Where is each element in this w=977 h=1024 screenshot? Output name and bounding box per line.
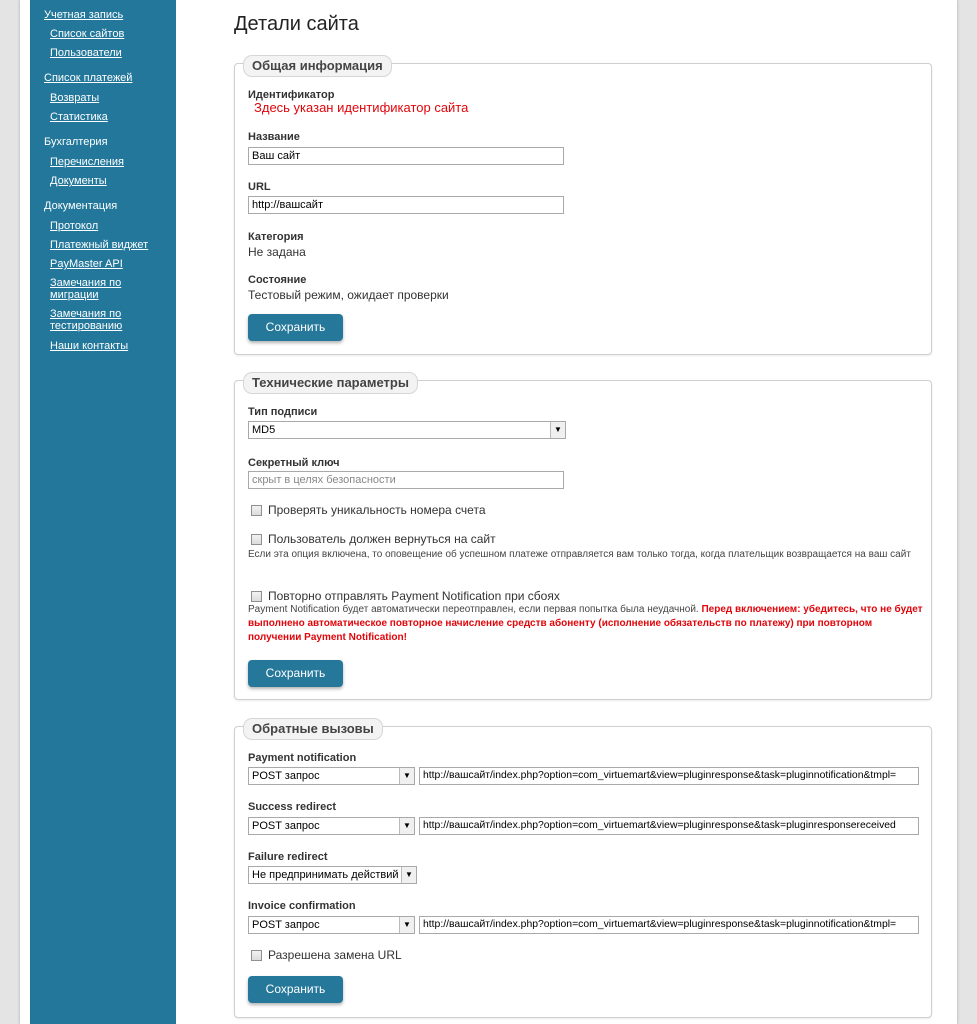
sidebar-group-docs: Документация: [44, 200, 118, 212]
sidebar: [30, 0, 176, 1024]
must-return-checkbox[interactable]: [251, 534, 262, 545]
state-value: Тестовый режим, ожидает проверки: [248, 288, 449, 302]
failure-label: Failure redirect: [248, 851, 328, 863]
sidebar-item-testing[interactable]: Замечания по тестированию: [50, 308, 123, 332]
sidebar-item-widget[interactable]: Платежный виджет: [50, 239, 149, 251]
sidebar-item-migration[interactable]: Замечания по миграции: [50, 277, 122, 301]
page: [20, 0, 957, 1024]
sidebar-payments-link[interactable]: Список платежей: [44, 72, 133, 84]
resend-warning: Перед включением: убедитесь, что не будет выполнено автоматическое повторное начисление средств абоненту (исполнение обязательств по платежу) при повторном получении Payment Notification!: [248, 604, 923, 643]
chevron-down-icon: ▼: [550, 422, 565, 438]
technical-panel: [234, 375, 932, 700]
failure-method-select[interactable]: [248, 866, 417, 884]
success-label: Success redirect: [248, 801, 337, 813]
chevron-down-icon: ▼: [399, 917, 414, 933]
sidebar-item-api[interactable]: PayMaster API: [50, 258, 123, 270]
allow-replace-label: Разрешена замена URL: [268, 948, 402, 962]
sign-type-select[interactable]: [248, 421, 566, 439]
id-value: Здесь указан идентификатор сайта: [254, 100, 469, 115]
sidebar-item-refunds[interactable]: Возвраты: [50, 92, 100, 104]
sign-type-label: Тип подписи: [248, 406, 318, 418]
invoice-method-value: POST запрос: [252, 919, 320, 931]
success-url-field[interactable]: http://вашсайт/index.php?option=com_virtuemart&view=pluginresponse&task=pluginresponsereceived: [419, 817, 919, 835]
sidebar-group-accounting: Бухгалтерия: [44, 136, 108, 148]
sidebar-item-contacts[interactable]: Наши контакты: [50, 340, 129, 352]
sidebar-account-link[interactable]: Учетная запись: [44, 9, 124, 21]
secret-key-label: Секретный ключ: [248, 457, 340, 469]
category-value: Не задана: [248, 245, 306, 259]
invoice-url-field[interactable]: http://вашсайт/index.php?option=com_virtuemart&view=pluginresponse&task=pluginnotification&tmpl=: [419, 916, 919, 934]
chevron-down-icon: ▼: [401, 867, 416, 883]
state-label: Состояние: [248, 274, 307, 286]
general-info-panel: [234, 58, 932, 355]
resend-note: [248, 603, 928, 645]
resend-note-text: Payment Notification будет автоматически переотправлен, если первая попытка была неудачной.: [248, 604, 699, 615]
check-unique-label: Проверять уникальность номера счета: [268, 503, 486, 517]
callbacks-legend: Обратные вызовы: [243, 718, 383, 740]
sidebar-item-protocol[interactable]: Протокол: [50, 220, 99, 232]
sidebar-item-sites[interactable]: Список сайтов: [50, 28, 125, 40]
callbacks-panel: [234, 721, 932, 1018]
name-field[interactable]: Ваш сайт: [248, 147, 564, 165]
notification-method-value: POST запрос: [252, 770, 320, 782]
check-unique-checkbox[interactable]: [251, 505, 262, 516]
must-return-note: Если эта опция включена, то оповещение об успешном платеже отправляется вам только тогда, когда плательщик возвращается на ваш сайт: [248, 549, 911, 560]
chevron-down-icon: ▼: [399, 818, 414, 834]
id-label: Идентификатор: [248, 89, 335, 101]
chevron-down-icon: ▼: [399, 768, 414, 784]
name-label: Название: [248, 131, 300, 143]
save-technical-button[interactable]: Сохранить: [248, 660, 343, 687]
resend-checkbox[interactable]: [251, 591, 262, 602]
notification-url-field[interactable]: http://вашсайт/index.php?option=com_virtuemart&view=pluginresponse&task=pluginnotification&tmpl=: [419, 767, 919, 785]
resend-label: Повторно отправлять Payment Notification при сбоях: [268, 589, 560, 603]
technical-legend: Технические параметры: [243, 372, 418, 394]
success-method-value: POST запрос: [252, 820, 320, 832]
page-title: Детали сайта: [234, 13, 359, 35]
sidebar-item-documents[interactable]: Документы: [50, 175, 107, 187]
save-callbacks-button[interactable]: Сохранить: [248, 976, 343, 1003]
secret-key-field[interactable]: скрыт в целях безопасности: [248, 471, 564, 489]
invoice-method-select[interactable]: [248, 916, 415, 934]
sign-type-value: MD5: [252, 424, 276, 436]
must-return-label: Пользователь должен вернуться на сайт: [268, 532, 496, 546]
sidebar-item-transfers[interactable]: Перечисления: [50, 156, 124, 168]
sidebar-item-users[interactable]: Пользователи: [50, 47, 122, 59]
invoice-label: Invoice confirmation: [248, 900, 356, 912]
notification-method-select[interactable]: [248, 767, 415, 785]
sidebar-item-stats[interactable]: Статистика: [50, 111, 108, 123]
url-label: URL: [248, 181, 271, 193]
general-info-legend: Общая информация: [243, 55, 392, 77]
allow-replace-checkbox[interactable]: [251, 950, 262, 961]
success-method-select[interactable]: [248, 817, 415, 835]
category-label: Категория: [248, 231, 304, 243]
url-field[interactable]: http://вашсайт: [248, 196, 564, 214]
failure-method-value: Не предпринимать действий: [252, 869, 399, 881]
save-general-button[interactable]: Сохранить: [248, 314, 343, 341]
notification-label: Payment notification: [248, 752, 357, 764]
